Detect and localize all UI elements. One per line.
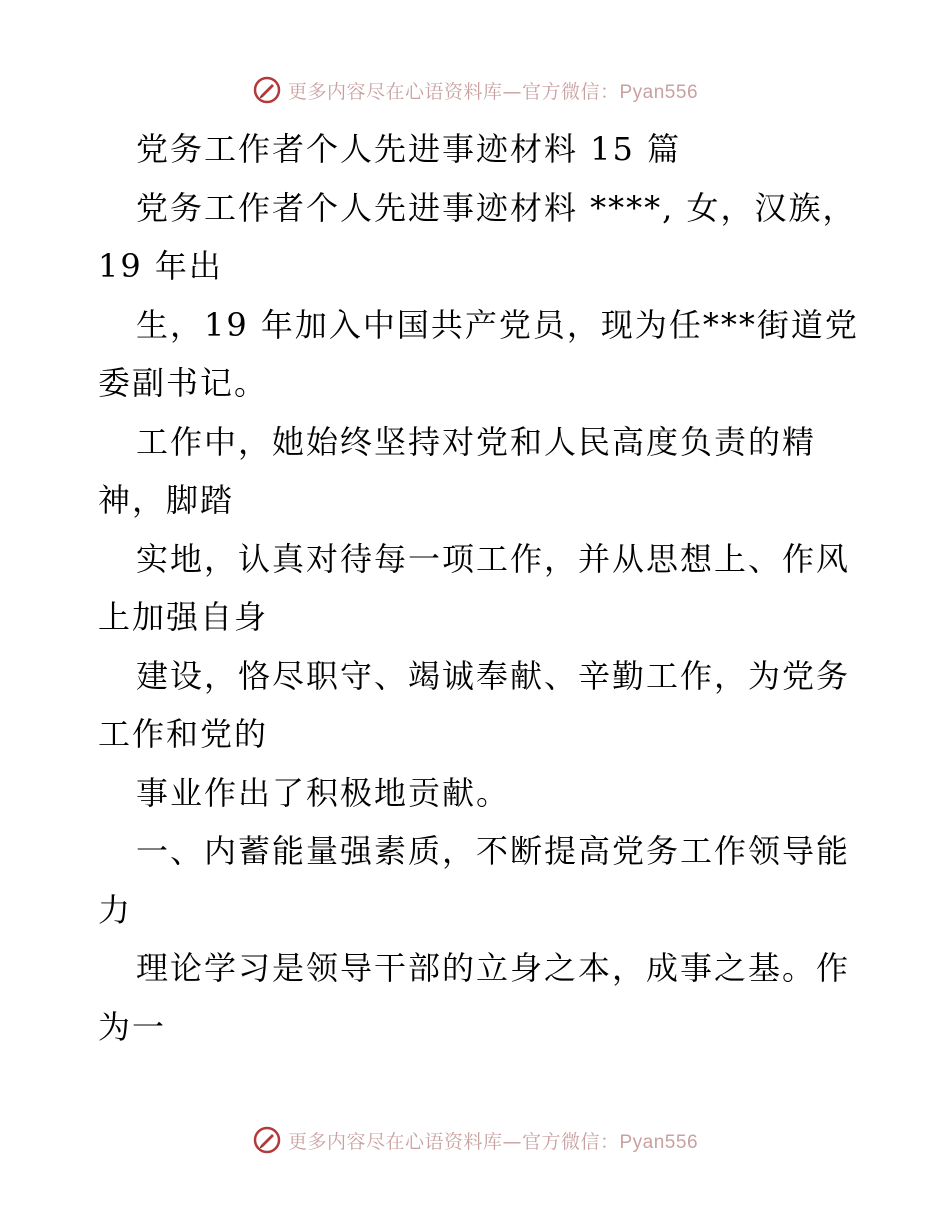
doc-text-line: 委副书记。 (98, 364, 269, 402)
doc-text-line: 生，19 年加入中国共产党员，现为任***街道党 (136, 305, 859, 344)
doc-text-line: 工作中，她始终坚持对党和人民高度负责的精 (136, 422, 817, 461)
doc-text-line: 19 年出 (98, 247, 223, 285)
watermark-separator: — (502, 80, 522, 103)
watermark-main-text: 更多内容尽在心语资料库 (287, 1130, 503, 1153)
section-heading-line: 一、内蓄能量强素质，不断提高党务工作领导能 (136, 832, 851, 870)
doc-text-line: 事业作出了积极地贡献。 (136, 773, 511, 812)
header-watermark (0, 70, 950, 110)
watermark-separator: — (502, 1130, 522, 1153)
watermark-main-text: 更多内容尽在心语资料库 (287, 80, 503, 103)
doc-text-line: 为一 (98, 1007, 167, 1046)
doc-text-line: 上加强自身 (98, 598, 269, 636)
watermark-text (288, 1127, 698, 1154)
footer-watermark (0, 1120, 950, 1160)
watermark-text (288, 77, 698, 104)
doc-text-line: 神，脚踏 (98, 481, 235, 519)
document-body (98, 120, 858, 1056)
watermark-wechat-id: Pyan556 (619, 1131, 699, 1153)
doc-text-line: 理论学习是领导干部的立身之本，成事之基。作 (136, 949, 851, 987)
watermark-wechat-id: Pyan556 (619, 81, 699, 103)
section-heading-line: 力 (98, 890, 133, 929)
doc-text-line: 实地，认真对待每一项工作，并从思想上、作风 (136, 539, 851, 578)
watermark-official-text: 官方微信： (521, 1130, 620, 1153)
doc-text-line: 工作和党的 (98, 715, 269, 753)
doc-title-line: 党务工作者个人先进事迹材料 15 篇 (136, 130, 682, 168)
doc-text-line: 党务工作者个人先进事迹材料 ****, 女，汉族， (136, 188, 857, 227)
pen-circle-logo-icon (252, 1125, 282, 1155)
watermark-official-text: 官方微信： (521, 80, 620, 103)
pen-circle-logo-icon (252, 75, 282, 105)
doc-text-line: 建设，恪尽职守、竭诚奉献、辛勤工作，为党务 (136, 656, 851, 695)
